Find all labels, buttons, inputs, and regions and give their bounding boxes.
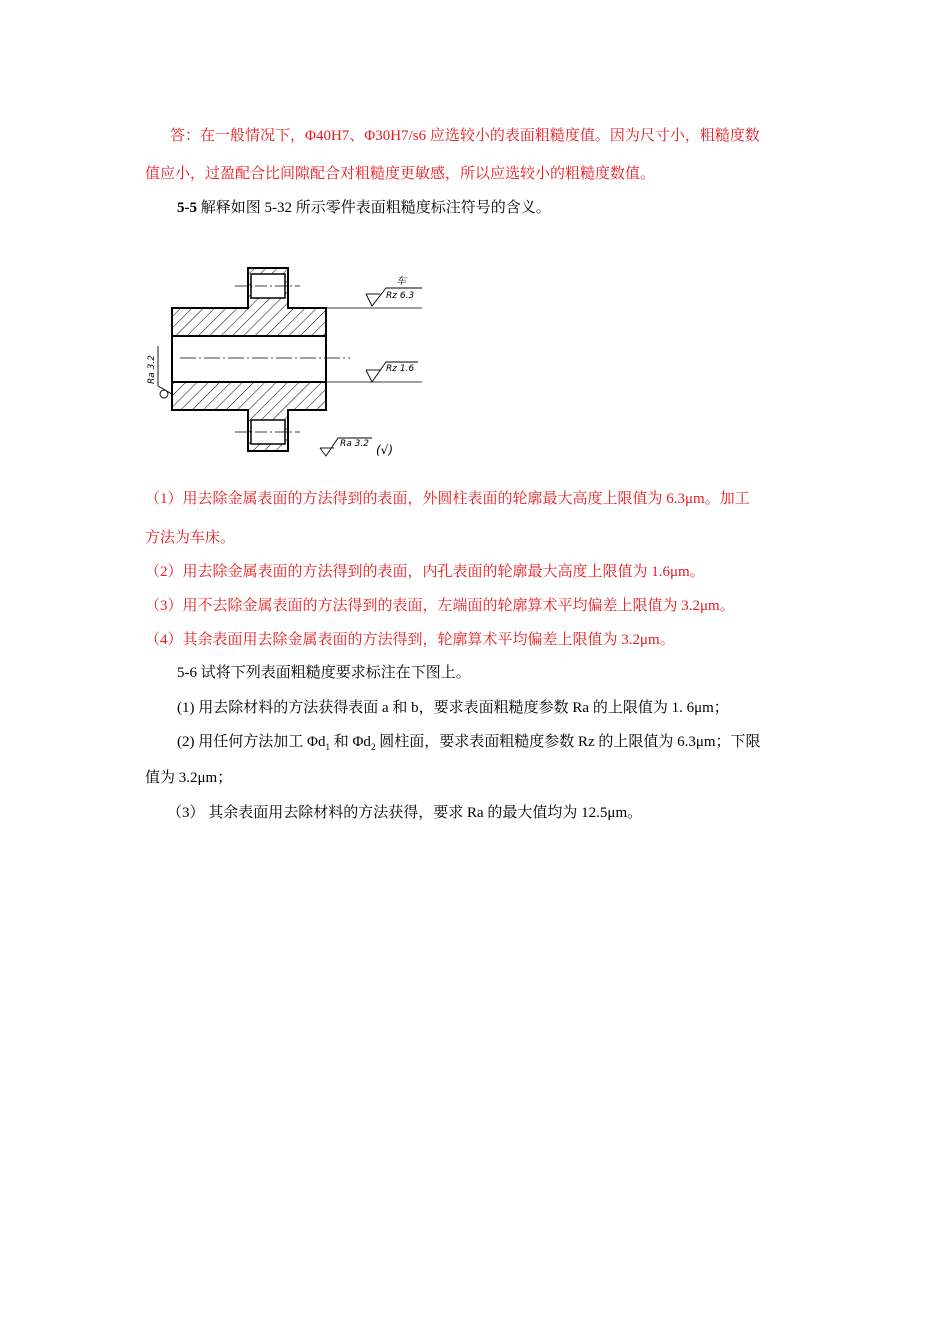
question-5-6-item2-line2: 值为 3.2μm； <box>145 770 233 786</box>
item2-pre: (2) 用任何方法加工 Φd <box>177 734 326 750</box>
ra-3-2-rest-label: Ra 3.2 <box>340 439 369 449</box>
roughness-symbol-top <box>366 275 422 306</box>
answer-5-5-item4: （4）其余表面用去除金属表面的方法得到，轮廓算术平均偏差上限值为 3.2μm。 <box>145 632 675 648</box>
question-5-6-title: 5-6 试将下列表面粗糙度要求标注在下图上。 <box>177 665 471 681</box>
check-symbol-paren: (√) <box>376 443 394 457</box>
answer-5-5-item2: （2）用去除金属表面的方法得到的表面，内孔表面的轮廓最大高度上限值为 1.6μm。 <box>145 564 705 580</box>
roughness-symbol-bore <box>366 362 418 382</box>
process-label: 车 <box>396 276 406 287</box>
question-5-6-item3: （3） 其余表面用去除材料的方法获得，要求 Ra 的最大值均为 12.5μm。 <box>167 805 643 821</box>
answer-5-4-line1: 答：在一般情况下，Φ40H7、Φ30H7/s6 应选较小的表面粗糙度值。因为尺寸小，粗糙度数 <box>170 128 760 144</box>
subscript-1: 1 <box>325 742 330 752</box>
roughness-symbol-left-face <box>147 346 172 398</box>
part-drawing-figure-5-32 <box>140 258 440 464</box>
item2-mid: 和 Φd <box>329 734 371 750</box>
subscript-2: 2 <box>370 742 376 752</box>
rz-1-6-label: Rz 1.6 <box>386 364 415 374</box>
question-text: 解释如图 5-32 所示零件表面粗糙度标注符号的含义。 <box>197 200 551 216</box>
answer-5-5-item3: （3）用不去除金属表面的方法得到的表面，左端面的轮廓算术平均偏差上限值为 3.2μm。 <box>145 598 735 614</box>
question-5-5 <box>177 198 551 218</box>
question-number: 5-5 <box>177 200 197 216</box>
rz-6-3-label: Rz 6.3 <box>386 291 415 301</box>
question-5-6-item1: (1) 用去除材料的方法获得表面 a 和 b，要求表面粗糙度参数 Ra 的上限值为 1. 6μm； <box>177 700 729 716</box>
ra-3-2-left-label: Ra 3.2 <box>147 355 157 384</box>
part-section <box>172 268 326 451</box>
item2-post: 圆柱面，要求表面粗糙度参数 Rz 的上限值为 6.3μm；下限 <box>375 734 761 750</box>
roughness-symbol-rest <box>320 438 393 457</box>
answer-5-5-item1-line2: 方法为车床。 <box>145 530 236 546</box>
question-5-6-item2-line1 <box>177 732 761 757</box>
answer-5-4-line2: 值应小，过盈配合比间隙配合对粗糙度更敏感，所以应选较小的粗糙度数值。 <box>145 166 656 182</box>
answer-5-5-item1-line1: （1）用去除金属表面的方法得到的表面，外圆柱表面的轮廓最大高度上限值为 6.3μm。加工 <box>145 491 750 507</box>
